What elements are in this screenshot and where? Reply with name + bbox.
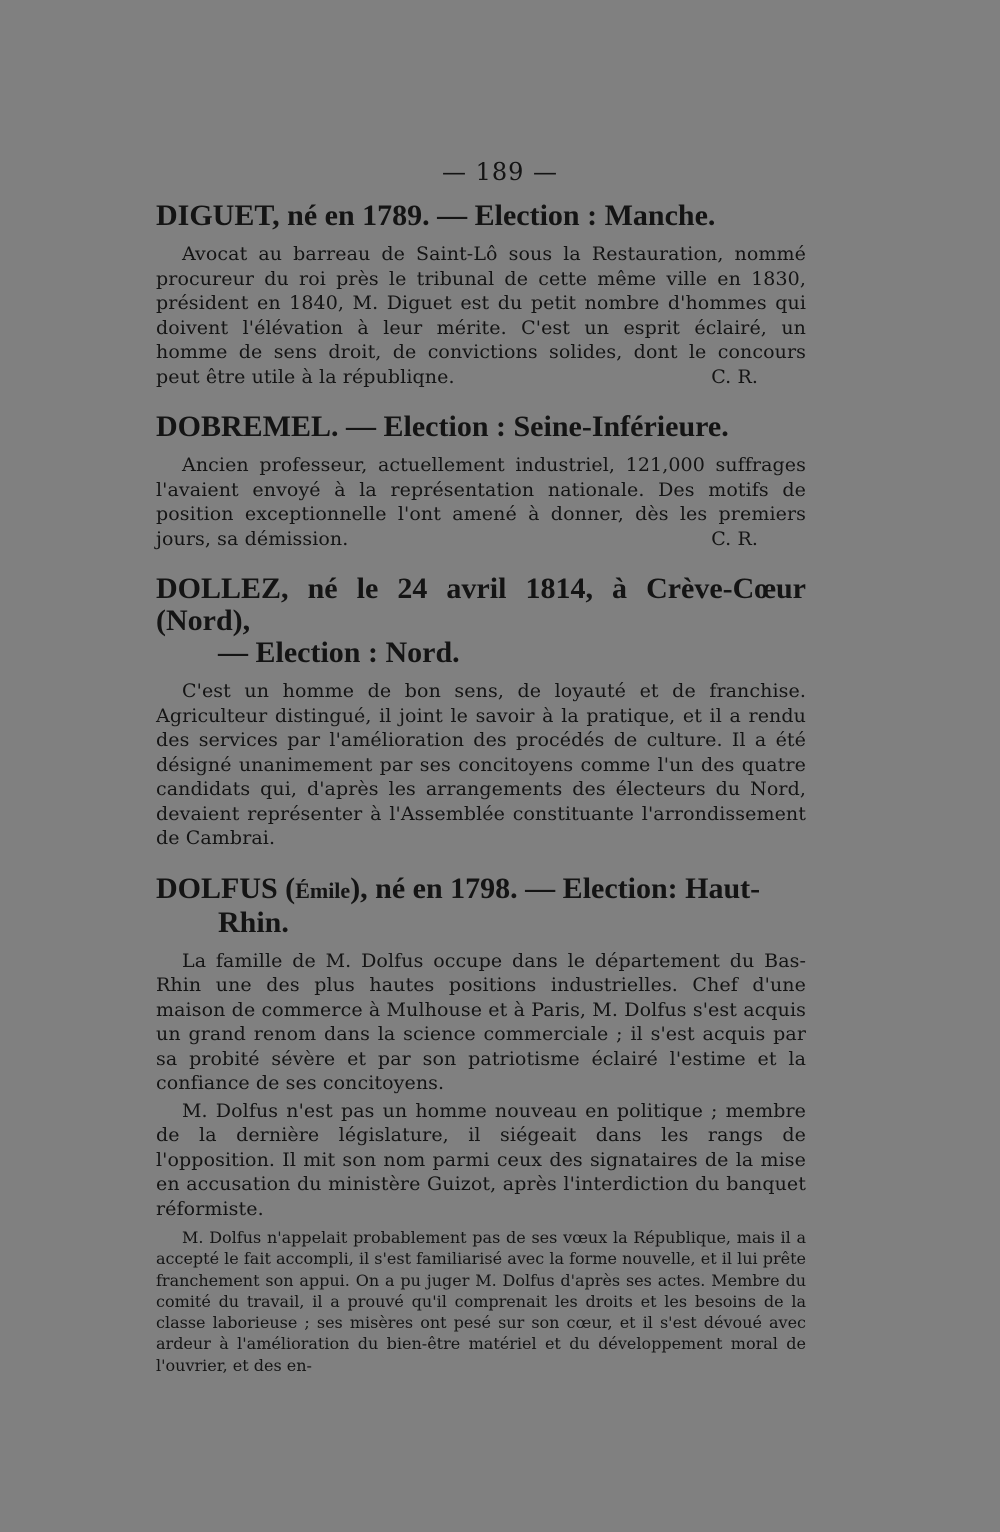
entry-paragraph: Ancien professeur, actuellement industriel, 121,000 suffrages l'avaient envoyé à la représentation nationale. Des motifs de position exceptionnelle l'ont amené à donner, dès les premiers jours, sa démission. C. R.	[156, 454, 806, 550]
page-content	[156, 200, 806, 1376]
entry-paragraph: C'est un homme de bon sens, de loyauté et de franchise. Agriculteur distingué, il joint le savoir à la pratique, et il a rendu des services par l'amélioration des procédés de culture. Il a été désigné unanimement par ses concitoyens comme l'un des quatre candidats qui, d'après les arrangements des électeurs du Nord, devaient représenter à l'Assemblée constituante l'arrondissement de Cambrai.	[156, 680, 806, 849]
heading-line: DOLFUS (Émile), né en 1798. — Election: Haut-	[156, 871, 761, 905]
entry-heading: DOBREMEL. — Election : Seine-Inférieure.	[156, 410, 729, 443]
entry-dolfus	[156, 873, 806, 1377]
entry-heading	[156, 573, 806, 669]
entry-heading: DIGUET, né en 1789. — Election : Manche.	[156, 199, 716, 232]
signature: C. R.	[711, 365, 758, 388]
heading-continuation: — Election : Nord.	[218, 636, 460, 669]
entry-heading	[156, 873, 806, 939]
entry-diguet	[156, 200, 806, 389]
small-print-paragraph: M. Dolfus n'appelait probablement pas de ses vœux la République, mais il a accepté le fait accompli, il s'est familiarisé avec la forme nouvelle, et il lui prête franchement son appui. On a pu juger M. Dolfus d'après ses actes. Membre du comité du travail, il a prouvé qu'il comprenait les droits et les besoins de la classe laborieuse ; ses misères ont pesé sur son cœur, et il s'est dévoué avec ardeur à l'amélioration du bien-être matériel et du développement moral de l'ouvrier, et des en-	[156, 1228, 806, 1375]
entry-paragraph: La famille de M. Dolfus occupe dans le département du Bas-Rhin une des plus hautes positions industrielles. Chef d'une maison de commerce à Mulhouse et à Paris, M. Dolfus s'est acquis un grand renom dans la science commerciale ; il s'est acquis par sa probité sévère et par son patriotisme éclairé l'estime et la confiance de ses concitoyens.	[156, 949, 806, 1094]
page-number: — 189 —	[441, 158, 559, 186]
entry-dollez	[156, 573, 806, 851]
heading-line: DOLLEZ, né le 24 avril 1814, à Crève-Cœur (Nord),	[156, 572, 806, 637]
signature: C. R.	[711, 527, 758, 550]
entry-dobremel	[156, 411, 806, 551]
entry-paragraph: Avocat au barreau de Saint-Lô sous la Restauration, nommé procureur du roi près le tribunal de cette même ville en 1830, président en 1840, M. Diguet est du petit nombre d'hommes qui doivent l'élévation à leur mérite. C'est un esprit éclairé, un homme de sens droit, de convictions solides, dont le concours peut être utile à la républiqne. C. R.	[156, 243, 806, 388]
entry-paragraph: M. Dolfus n'est pas un homme nouveau en politique ; membre de la dernière législature, il siégeait dans les rangs de l'opposition. Il mit son nom parmi ceux des signataires de la mise en accusation du ministère Guizot, après l'interdiction du banquet réformiste.	[156, 1099, 806, 1220]
heading-continuation: Rhin.	[218, 905, 289, 939]
heading-smallcaps: Émile	[295, 877, 351, 903]
